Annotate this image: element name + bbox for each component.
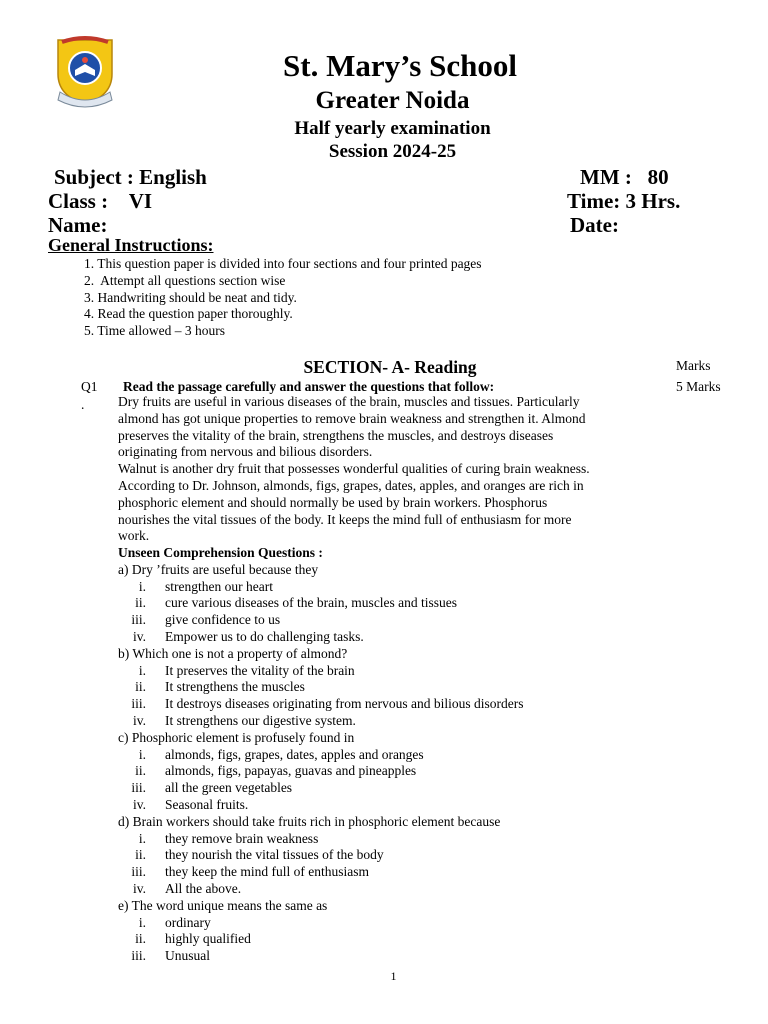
- instruction-item: 5. Time allowed – 3 hours: [84, 323, 226, 339]
- option-text: It strengthens our digestive system.: [165, 712, 356, 728]
- option-number: ii.: [135, 679, 146, 695]
- question-stem-a: a) Dry ’fruits are useful because they: [118, 561, 319, 577]
- option-d-i: [118, 831, 678, 848]
- option-text: they keep the mind full of enthusiasm: [165, 864, 369, 880]
- option-e-iii: [118, 948, 678, 965]
- option-number: iii.: [131, 948, 146, 964]
- option-a-iv: [118, 629, 678, 646]
- option-text: Unusual: [165, 948, 210, 964]
- option-text: It strengthens the muscles: [165, 679, 305, 695]
- option-b-i: [118, 663, 678, 680]
- option-number: ii.: [135, 763, 146, 779]
- question-instruction: Read the passage carefully and answer the questions that follow:: [123, 379, 495, 394]
- subject-label: Subject : English: [54, 165, 207, 189]
- option-text: Seasonal fruits.: [165, 796, 249, 812]
- option-a-iii: [118, 612, 678, 629]
- max-marks-label: MM : 80: [580, 165, 669, 189]
- page-number: 1: [390, 969, 397, 983]
- option-number: iv.: [133, 712, 146, 728]
- option-text: highly qualified: [165, 931, 251, 947]
- option-c-ii: [118, 763, 678, 780]
- option-number: i.: [138, 746, 146, 762]
- exam-session: Session 2024-25: [328, 141, 457, 162]
- option-number: iii.: [131, 696, 146, 712]
- exam-title: Half yearly examination: [294, 118, 491, 139]
- question-stem-b: b) Which one is not a property of almond?: [118, 645, 348, 661]
- option-d-ii: [118, 847, 678, 864]
- option-b-ii: [118, 679, 678, 696]
- question-number: Q1: [81, 379, 98, 394]
- comprehension-title: Unseen Comprehension Questions :: [118, 545, 323, 560]
- comprehension-questions: [118, 545, 678, 965]
- passage-line: originating from nervous and bilious disorders.: [118, 444, 373, 460]
- question-marks: 5 Marks: [676, 379, 721, 394]
- option-text: all the green vegetables: [165, 780, 293, 796]
- instructions-list: [84, 256, 482, 340]
- option-number: iii.: [131, 612, 146, 628]
- passage-line: work.: [118, 528, 150, 544]
- passage-line: preserves the vitality of the brain, strengthens the muscles, and destroys diseases: [118, 427, 554, 443]
- school-city: Greater Noida: [315, 87, 470, 114]
- class-label: Class : VI: [48, 189, 153, 213]
- passage-line: Dry fruits are useful in various diseases of the brain, muscles and tissues. Particularly: [118, 394, 580, 409]
- option-number: i.: [138, 830, 146, 846]
- option-number: i.: [138, 578, 146, 594]
- instruction-item: 1. This question paper is divided into four sections and four printed pages: [84, 256, 482, 271]
- option-number: ii.: [135, 931, 146, 947]
- reading-passage: [118, 394, 668, 545]
- option-text: almonds, figs, grapes, dates, apples and oranges: [165, 746, 424, 762]
- option-text: cure various diseases of the brain, muscles and tissues: [165, 595, 458, 611]
- option-c-iii: [118, 780, 678, 797]
- option-number: i.: [138, 662, 146, 678]
- option-number: iii.: [131, 864, 146, 880]
- passage-line: phosphoric element and should normally be used by brain workers. Phosphorus: [118, 494, 548, 510]
- passage-line: According to Dr. Johnson, almonds, figs, grapes, dates, apples, and oranges are rich in: [118, 477, 584, 493]
- option-number: iv.: [133, 880, 146, 896]
- option-a-ii: [118, 595, 678, 612]
- option-e-ii: [118, 931, 678, 948]
- instruction-item: 4. Read the question paper thoroughly.: [84, 306, 293, 322]
- option-text: give confidence to us: [165, 612, 281, 628]
- time-label: Time: 3 Hrs.: [567, 189, 681, 213]
- option-text: strengthen our heart: [165, 578, 273, 594]
- option-b-iv: [118, 713, 678, 730]
- option-text: ordinary: [165, 914, 211, 930]
- instruction-item: 3. Handwriting should be neat and tidy.: [84, 289, 297, 305]
- option-number: iv.: [133, 796, 146, 812]
- instruction-item: 2. Attempt all questions section wise: [84, 272, 286, 288]
- option-number: ii.: [135, 847, 146, 863]
- option-d-iii: [118, 864, 678, 881]
- question-stem-d: d) Brain workers should take fruits rich in phosphoric element because: [118, 813, 501, 829]
- option-text: Empower us to do challenging tasks.: [165, 628, 364, 644]
- marks-column-label: Marks: [676, 358, 711, 373]
- passage-line: almond has got unique properties to remove brain weakness and strengthen it. Almond: [118, 410, 586, 426]
- option-text: they nourish the vital tissues of the body: [165, 847, 384, 863]
- question-stem-c: c) Phosphoric element is profusely found in: [118, 729, 355, 745]
- option-b-iii: [118, 696, 678, 713]
- option-c-i: [118, 747, 678, 764]
- option-text: It destroys diseases originating from nervous and bilious disorders: [165, 696, 524, 712]
- option-text: All the above.: [165, 880, 242, 896]
- option-number: i.: [138, 914, 146, 930]
- option-number: iv.: [133, 628, 146, 644]
- section-title: SECTION- A- Reading: [303, 357, 477, 377]
- option-number: ii.: [135, 595, 146, 611]
- school-name: St. Mary’s School: [283, 48, 517, 83]
- option-text: It preserves the vitality of the brain: [165, 662, 355, 678]
- question-stem-e: e) The word unique means the same as: [118, 897, 328, 913]
- option-d-iv: [118, 881, 678, 898]
- option-text: almonds, figs, papayas, guavas and pineapples: [165, 763, 417, 779]
- option-number: iii.: [131, 780, 146, 796]
- passage-line: Walnut is another dry fruit that possesses wonderful qualities of curing brain weakness.: [118, 461, 590, 477]
- passage-line: nourishes the vital tissues of the body. It keeps the mind full of enthusiasm for more: [118, 511, 572, 527]
- name-label: Name:: [48, 213, 108, 237]
- instructions-title: General Instructions:: [48, 235, 214, 255]
- option-a-i: [118, 579, 678, 596]
- question-number-dot: .: [81, 397, 85, 412]
- date-label: Date:: [570, 213, 619, 237]
- option-text: they remove brain weakness: [165, 830, 319, 846]
- option-c-iv: [118, 797, 678, 814]
- option-e-i: [118, 915, 678, 932]
